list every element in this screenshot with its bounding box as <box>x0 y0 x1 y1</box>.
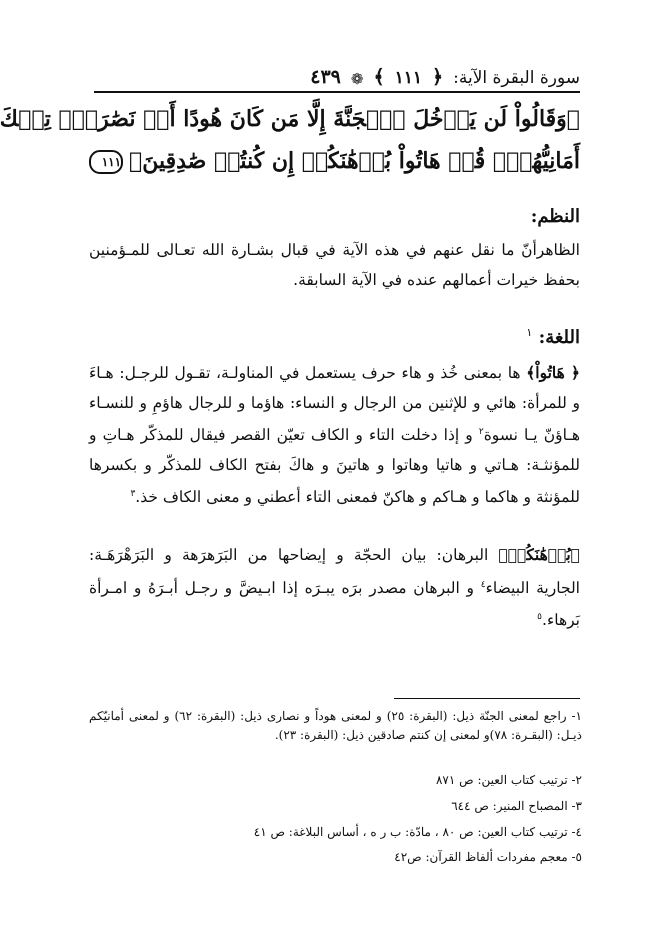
footnote-ref: ٢ <box>478 427 484 437</box>
footnote-ref: ٣ <box>130 489 136 500</box>
burhan-text-1: البرهان: بيان الحجّة و إيضاحها من البَرَهرَهة و البَرَهْرَهَـة: الجارية البيضاء <box>89 546 580 597</box>
footnote-1: ١- راجع لمعنى الجنّة ذيل: (البقرة: ٢٥) و لمعنى هوداً و نصارى ذيل: (البقرة: ٦٢) و لمعنى أمانيّكم ذيـل: (البقـرة: ٧٨)و لمعنى إن كنتم صادقين ذيل: (البقرة: ٢٣). <box>89 709 582 743</box>
lugha-heading <box>526 326 580 348</box>
open-bracket: ﴿ <box>431 66 444 88</box>
hatu-text-2: و إذا دخلت التاء و الكاف تعيّن القصر فيقال للمذكّر هـاتِ و للمؤنثـة: هـاتي و هاتيا وهاتوا و هاتينَ و هاكَ بفتح الكاف للمذكّر و بكسرها للمؤنثة و هاكما و هـاكم و هاكنّ فمعنى التاء أعطني و معنى الكاف خذ. <box>89 426 580 507</box>
hatu-paragraph <box>89 358 580 513</box>
ayah-number: ١١١ <box>394 68 422 88</box>
nazm-paragraph: الظاهرأنّ ما نقل عنهم في هذه الآية في قبال بشـارة الله تعـالى للمـؤمنين بحفظ خيرات أعمالهم عنده في الآية السابقة. <box>89 241 580 289</box>
sura-label: سورة البقرة الآية: <box>453 68 580 88</box>
hatu-keyword: ﴿ هَاتُواْ﴾ <box>526 363 580 382</box>
nazm-heading: النظم: <box>530 206 580 227</box>
page-header <box>94 58 580 88</box>
footnote-5: ٥- معجم مفردات ألفاظ القرآن: ص٤٢ <box>394 850 582 864</box>
burhan-keyword: ﴿بُرۡهَٰنَكُمۡ﴾ <box>498 545 580 564</box>
ayah-end-marker-icon: ١١١ <box>89 150 123 174</box>
verse-line-1: ﴿وَقَالُواْ لَن يَدۡخُلَ ٱلۡجَنَّةَ إِلَّا مَن كَانَ هُودًا أَوۡ نَصَٰرَىٰۗ تِلۡكَ <box>0 106 580 132</box>
page-number: ٤٣٩ <box>310 66 341 88</box>
close-bracket: ﴾ <box>373 66 385 88</box>
footnote-divider <box>394 698 580 699</box>
flower-ornament-icon: ❁ <box>350 70 364 88</box>
burhan-text-2: و البرهان مصدر برَه يبـرَه إذا ابـيضَّ و رجـل أبـرَهُ و امـرأة بَرهاء. <box>89 578 580 630</box>
hatu-text-1: ها بمعنى خُذ و هاء حرف يستعمل في المناولـة، تقـول للرجـل: هـاءَ و للمرأة: هائي و للإثنين من الرجال و النساء: هاؤما و للرجال هاؤمِ و للنسـاء هـاؤنّ يـا نسوة <box>89 364 581 445</box>
footnote-3: ٣- المصباح المنير: ص ٦٤٤ <box>451 799 582 813</box>
footnote-ref: ١ <box>526 326 533 339</box>
footnote-4: ٤- ترتيب كتاب العين: ص ٨٠ ، مادّة: ب ر ه ، أساس البلاغة: ص ٤١ <box>253 825 582 839</box>
lugha-heading-text: اللغة: <box>538 327 580 348</box>
verse-line-2 <box>94 150 580 174</box>
burhan-paragraph <box>89 540 580 636</box>
footnote-ref: ٤ <box>480 579 486 590</box>
header-divider <box>94 91 580 93</box>
footnote-2: ٢- ترتيب كتاب العين: ص ٨٧١ <box>435 773 582 787</box>
footnote-ref: ٥ <box>537 612 543 623</box>
verse-line-2-text: أَمَانِيُّهُمۡۗ قُلۡ هَاتُواْ بُرۡهَٰنَكُمۡ إِن كُنتُمۡ صَٰدِقِينَ﴾ <box>129 148 580 174</box>
